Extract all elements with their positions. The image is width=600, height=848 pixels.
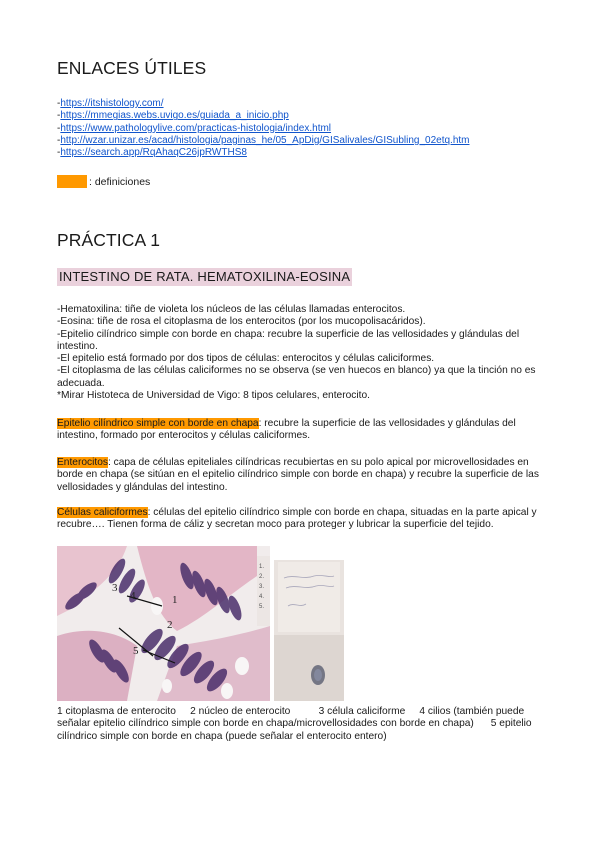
definition-term: Epitelio cilíndrico simple con borde en chapa — [57, 418, 259, 429]
practica-heading: PRÁCTICA 1 — [57, 230, 161, 250]
notes-block — [57, 304, 547, 402]
link-item: -https://search.app/RqAhaqC26jpRWTHS8 — [57, 147, 247, 159]
link-mmegias[interactable]: https://mmegias.webs.uvigo.es/guiada_a_inicio.php — [60, 110, 289, 122]
side-number: 1. — [259, 564, 265, 570]
link-search-app[interactable]: https://search.app/RqAhaqC26jpRWTHS8 — [60, 147, 247, 159]
link-item: -http://wzar.unizar.es/acad/histologia/paginas_he/05_ApDig/GISalivales/GISubling_02etq.htm — [57, 134, 470, 146]
figure-label-5: 5 — [133, 645, 139, 657]
definition-caliciformes — [57, 507, 547, 532]
figure-caption: 1 citoplasma de enterocito 2 núcleo de enterocito 3 célula caliciforme 4 cilios (también puede señalar epitelio cilíndrico simple con borde en chapa/microvellosidades con borde en chapa) 5 epitelio cilíndrico simple con borde en chapa (puede señalar el enterocito entero) — [57, 706, 535, 742]
note-line: -Epitelio cilíndrico simple con borde en chapa: recubre la superficie de las vellosidades y glándulas del intestino. — [57, 328, 520, 352]
definition-text: : células del epitelio cilíndrico simple con borde en chapa, situadas en la parte apical y recubre…. Tienen forma de cáliz y secretan moco para proteger y lubricar la superficie del tejido. — [57, 507, 537, 531]
links-list — [57, 98, 470, 159]
slide-photo-image — [274, 560, 344, 701]
definitions-legend — [57, 175, 150, 188]
note-line: -Hematoxilina: tiñe de violeta los núcleos de las células llamadas enterocitos. — [57, 304, 406, 315]
note-line: -El citoplasma de las células caliciformes no se observa (se ven huecos en blanco) ya que la tinción no es adecuada. — [57, 365, 536, 389]
figure-label-2: 2 — [167, 619, 173, 631]
link-pathologylive[interactable]: https://www.pathologylive.com/practicas-histologia/index.html — [60, 122, 332, 134]
figure-label-4: 4 — [130, 590, 136, 602]
histology-micrograph — [57, 546, 270, 701]
enlaces-heading: ENLACES ÚTILES — [57, 58, 207, 78]
definition-term: Células caliciformes — [57, 507, 148, 518]
figure-label-1: 1 — [172, 594, 178, 606]
legend-label: : definiciones — [89, 175, 151, 188]
definition-text: : capa de células epiteliales cilíndricas recubiertas en su polo apical por microvellosidades en borde en chapa (se sitúan en el epitelio cilíndrico simple con borde en chapa) y recubre la superficie de las vellosidades y glándulas del intestino. — [57, 457, 539, 493]
note-line: -Eosina: tiñe de rosa el citoplasma de los enterocitos (por los mucopolisacáridos). — [57, 316, 426, 328]
slide-photo — [274, 560, 344, 701]
definition-epitelio — [57, 418, 547, 443]
link-item: -https://itshistology.com/ — [57, 98, 164, 109]
link-item: -https://mmegias.webs.uvigo.es/guiada_a_inicio.php — [57, 110, 289, 122]
definition-enterocitos — [57, 457, 547, 494]
link-item: -https://www.pathologylive.com/practicas-histologia/index.html — [57, 122, 332, 134]
figure-label-3: 3 — [112, 582, 118, 594]
side-number: 2. — [259, 574, 265, 580]
side-number: 4. — [259, 594, 265, 600]
section-title: INTESTINO DE RATA. HEMATOXILINA-EOSINA — [59, 269, 351, 284]
definition-term: Enterocitos — [57, 457, 108, 468]
legend-color-swatch — [57, 175, 87, 188]
note-line: *Mirar Histoteca de Universidad de Vigo: 8 tipos celulares, enterocito. — [57, 390, 370, 402]
note-line: -El epitelio está formado por dos tipos de células: enterocitos y células caliciformes. — [57, 353, 435, 365]
side-number: 5. — [259, 604, 265, 610]
micrograph-image — [57, 546, 270, 701]
side-number: 3. — [259, 584, 265, 590]
link-itshistology[interactable]: https://itshistology.com/ — [60, 98, 164, 109]
definition-text: : recubre la superficie de las vellosidades y glándulas del intestino, formado por enterocitos y células caliciformes. — [57, 418, 516, 442]
link-unizar[interactable]: http://wzar.unizar.es/acad/histologia/paginas_he/05_ApDig/GISalivales/GISubling_02etq.htm — [60, 134, 470, 146]
